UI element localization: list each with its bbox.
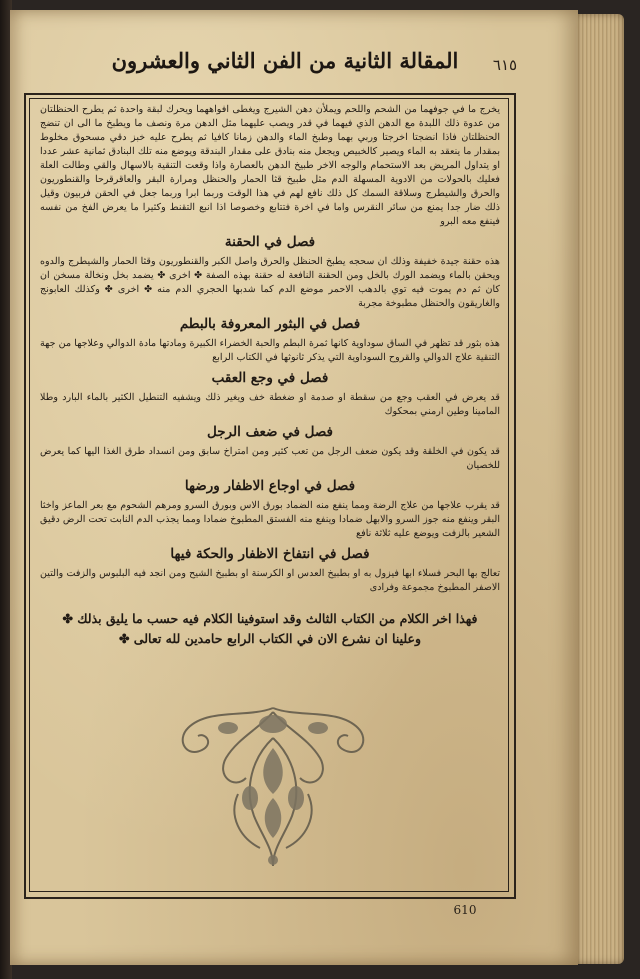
section-text-enema: هذه حقنة جيدة خفيفة وذلك ان سحجه يطبخ الحنظل والحرق واصل الكبر والقنطوريون وقثا الحمار والشيطرج والدوه ويحقن بالماء ويضمد الورك بالخل ومن الحقنة النافعة له حقنة بهذه الصفة ✤ اخرى ✤ يضمد بخل ونخالة مسخن ان كان ثم دم يموت فيه توي بالدهب الاحمر موضع الدم كما شدبها الحجري الدم منه ✤ اخرى ✤ وكذلك العابونج والغاريقون والحنظل مطبوخة مجربة — [40, 256, 500, 309]
section-title-nail-pain: فصل في اوجاع الاظفار ورضها — [184, 478, 356, 494]
section-title-leg-weakness: فصل في ضعف الرجل — [206, 424, 334, 440]
section-text-leg-weakness: قد يكون في الخلقة وقد يكون ضعف الرجل من تعب كثير ومن امتراخ سابق ومن انسداد طرق الغذا اليها كما يعرض للخصيان — [40, 446, 500, 471]
page-number-top: ٦١٥ — [492, 56, 518, 74]
book-page — [10, 10, 578, 965]
section-title-heel-pain: فصل في وجع العقب — [211, 370, 329, 386]
closing-line-2: وعلينا ان نشرع الان في الكتاب الرابع حامدين لله تعالى ✤ — [118, 631, 422, 646]
section-text-nail-pain: قد يقرب علاجها من علاج الرضة ومما ينفع منه الضماد بورق الاس وبورق السرو ومرهم الشحوم مع بعر الماعز واخثا البقر وينفع منه جوز السرو والابهل ضمادا وينفع منه الفستق المطبوخ ضمادا ومما يجذب الدم النابت تحت الرض دقيق الشعير بالزفت ويوضع عليه ثلاثة نافع — [40, 500, 500, 539]
closing-line-1: فهذا اخر الكلام من الكتاب الثالث وقد استوفينا الكلام فيه حسب ما يليق بذلك ✤ — [62, 611, 478, 626]
opening-paragraph: يخرج ما في جوفهما من الشحم واللحم ويملأن دهن الشيرج ويغطى افواههما ويحرك لبقة واحدة ثم يطرح الحنظلتان من عدوة ذلك اللبدة مع الدهن الذي فيهما في قدر ويصب عليهما مثل الدهن مرة ونصف ما ويطبخ ما الى ان تنضج الحنظلتان فاذا انضجتا اخرجتا وربي بهما وطبخ الماء والدهن زمانا كافيا ثم يطرح عليه خبز دقي مسحوق مخلوط بمقدار ما ينعقد به الماء ويصير كالخبيص ويجعل منه بنادق على مقدار البندقة ويوضع منه تلك البنادق ثمانية عشر عددا او يتداول المريض بعد الاستحمام والوجه الاخر طبيخ الدهن بالعصارة واذا وقعت التنقية بالاسهال والقي وطالت العلة فعليك بالحولات من الادوية المسهلة الدم مثل طبيخ قثا الحمار والحنظل ومرارة البقر والعاقرقرحا والقنطوريون والحرق والشيطرج وسلاقة السمك كل ذلك نافع لهم في هذا الوقت وربما ابرا وربما جعل في الحقن فربيون وقيل ذلك ضار جدا يمنع من سائر النقرس واما في اخرة فتتابع وخصوصا اذا انبع التقنط وكثيرا ما يعرض الفخ من نفسه فينفع معه البرو — [40, 104, 500, 227]
section-text-pustules: هذه بثور قد تظهر في الساق سوداوية كانها ثمرة البطم والحبة الخضراء الكبيرة ومادتها مادة الدوالي وعلاجها من جهة التنقية علاج الدوالي والقروح السوداوية التي يذكر ثانوثها في الكتاب الرابع — [40, 338, 500, 363]
section-text-heel-pain: قد يعرض في العقب وجع من سقطة او صدمة او ضغطة خف ويغير ذلك ويشفيه التنطيل الكثير بالماء البارد وطلا المامينا وطين ارمني بمحكوك — [40, 392, 500, 417]
section-title-enema: فصل في الحقنة — [224, 234, 316, 250]
page-number-bottom: 610 — [453, 903, 477, 917]
closing-colophon — [40, 609, 500, 649]
section-text-nail-swelling: تعالج بها البحر فسلاء ابها فيزول به او بطبيخ العدس او الكرسنة او بطبيخ الشيح ومن انجد فيه البلبوس والزفت والتين الاصفر المطبوخ مجموعة وفرادى — [40, 568, 500, 593]
page-title: المقالة الثانية من الفن الثاني والعشرون — [111, 48, 459, 73]
main-text-block — [40, 103, 500, 649]
page-edges — [576, 14, 624, 964]
ornament-tailpiece-icon — [168, 698, 378, 874]
section-title-pustules: فصل في البثور المعروفة بالبطم — [179, 316, 361, 332]
section-title-nail-swelling: فصل في انتفاخ الاظفار والحكة فيها — [170, 546, 370, 562]
